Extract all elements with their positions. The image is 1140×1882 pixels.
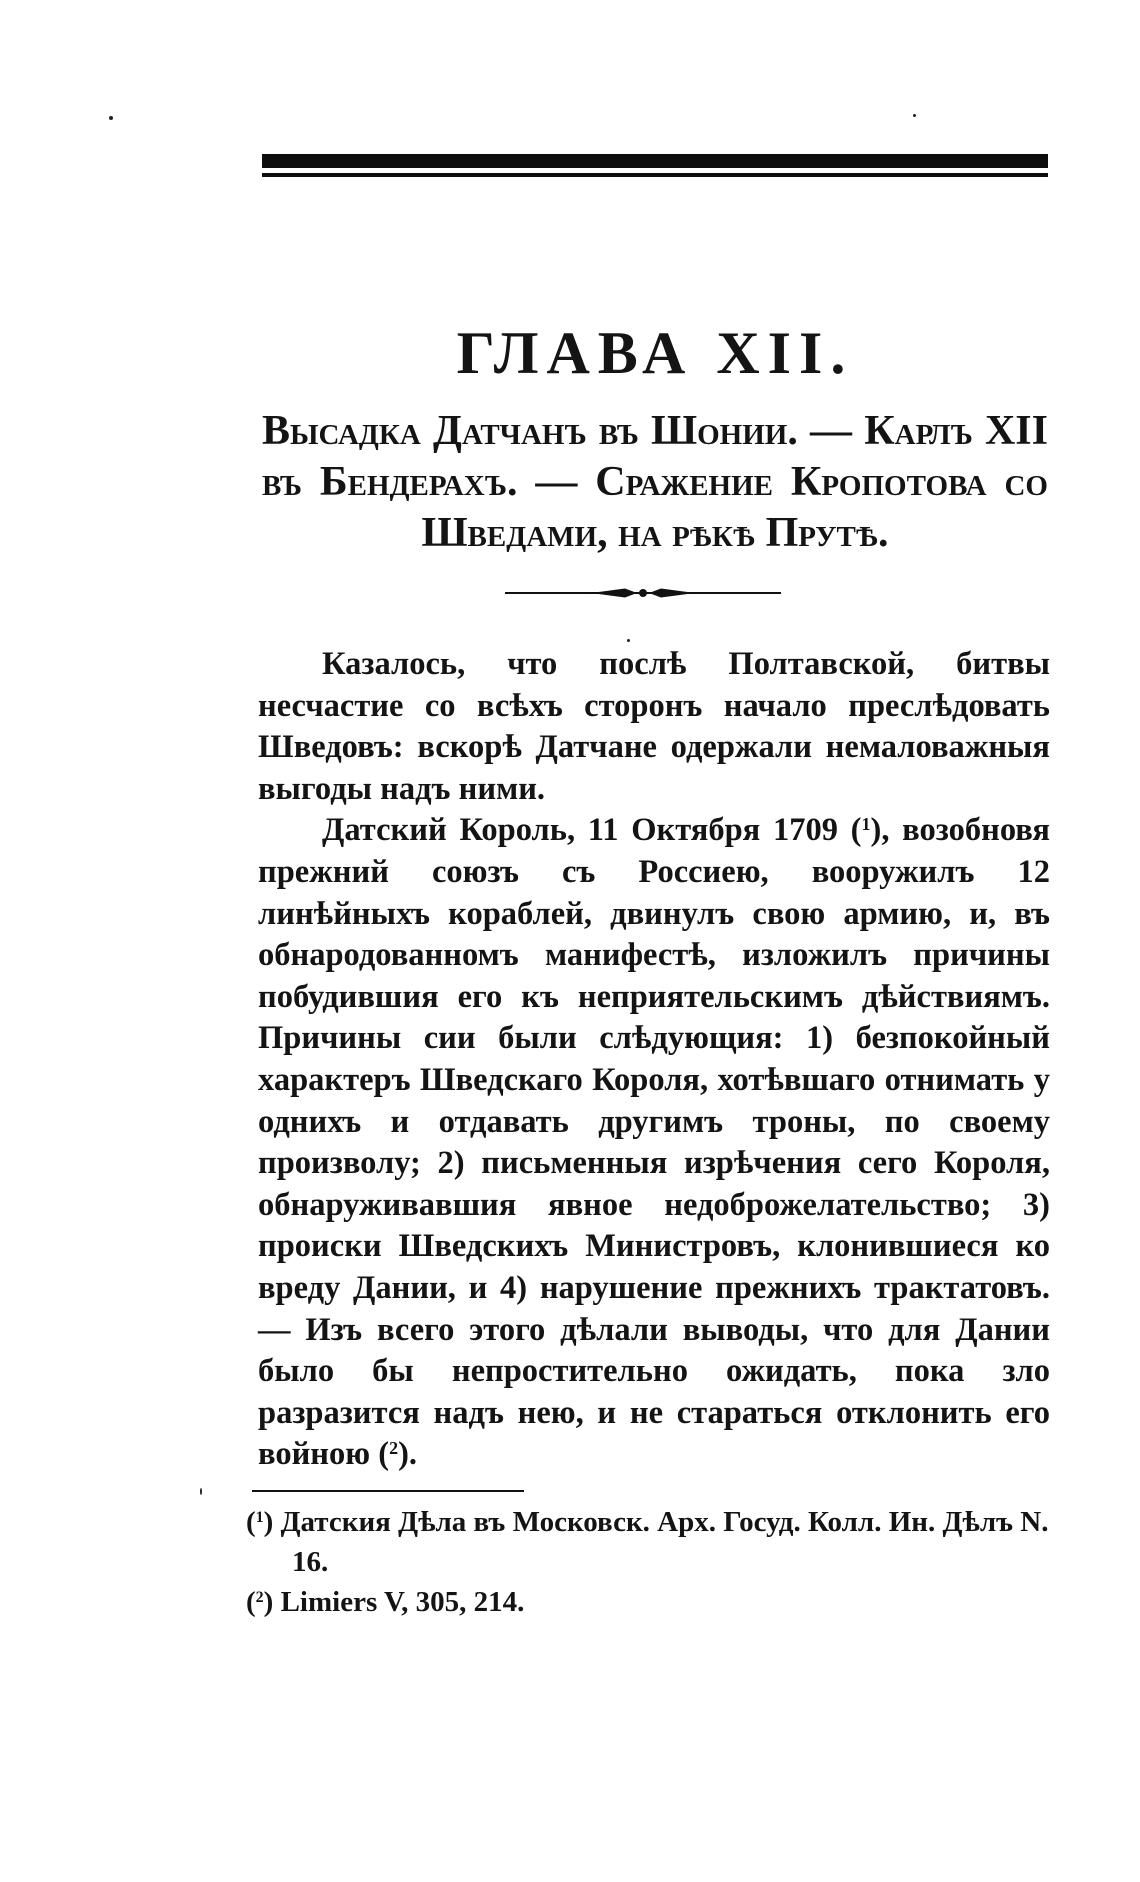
page-speck <box>109 116 113 120</box>
footnote-text: Limiers V, 305, 214. <box>280 1586 525 1618</box>
header-thick-rule <box>262 154 1048 168</box>
paragraph-text: ). <box>398 1436 418 1473</box>
footnote-mark: 1 <box>255 1509 264 1526</box>
chapter-heading: ГЛАВА XII. <box>456 320 854 386</box>
footnote-separator <box>252 1490 524 1492</box>
footnote: ($^2$) Limiers V, 305, 214. <box>246 1586 525 1618</box>
page-speck <box>913 114 916 117</box>
paragraph-text: Казалось, что послѣ Полтавской, битвы несчастие со всѣхъ сторонъ начало преслѣдовать Шведовъ: вскорѣ Датчане одержали немаловажныя выгоды надъ ними. <box>258 646 1050 807</box>
body-text <box>258 644 1050 1476</box>
paragraph-text: ), возобновя прежний союзъ съ Россиею, вооружилъ 12 линѣйныхъ кораблей, двинулъ свою армию, и, въ обнародованномъ манифестѣ, изложилъ причины побудившия его къ неприятельскимъ дѣйствиямъ. Причины сии были слѣдующия: 1) безпокойный характеръ Шведскаго Короля, хотѣвшаго отнимать у однихъ и отдавать другимъ троны, по своему произволу; 2) письменныя изрѣчения сего Короля, обнаруживавшия явное недоброжелательство; 3) происки Шведскихъ Министровъ, клонившиеся ко вреду Дании, и 4) нарушение прежнихъ трактатовъ. — Изъ всего этого дѣлали выводы, что для Дании было бы непростительно ожидать, пока зло разразится надъ нею, и не стараться отклонить его войною ( <box>258 812 1050 1473</box>
footnote-reference[interactable]: 2 <box>389 1438 399 1459</box>
footnote-mark: 2 <box>255 1589 264 1606</box>
footnotes <box>246 1502 1050 1622</box>
ornament-divider <box>505 586 781 600</box>
footnote-reference[interactable]: 1 <box>861 814 871 835</box>
paragraph <box>258 810 1050 1476</box>
footnote: ($^1$) Датския Дѣла въ Московск. Арх. Госуд. Колл. Ин. Дѣлъ N. 16. <box>246 1506 1049 1578</box>
paragraph-text: Датский Король, 11 Октября 1709 ( <box>322 812 862 849</box>
paragraph <box>258 644 1050 810</box>
footnote-text: Датския Дѣла въ Московск. Арх. Госуд. Колл. Ин. Дѣлъ N. 16. <box>280 1506 1049 1578</box>
page-speck <box>627 639 630 642</box>
page-speck <box>200 1488 202 1495</box>
chapter-subtitle: Высадка Датчанъ въ Шонии. — Карлъ XII въ Бендерахъ. — Сражение Кропотова со Шведами, на рѣкѣ Прутѣ. <box>262 408 1048 556</box>
header-thin-rule <box>262 173 1048 177</box>
header-double-rule <box>262 154 1048 180</box>
